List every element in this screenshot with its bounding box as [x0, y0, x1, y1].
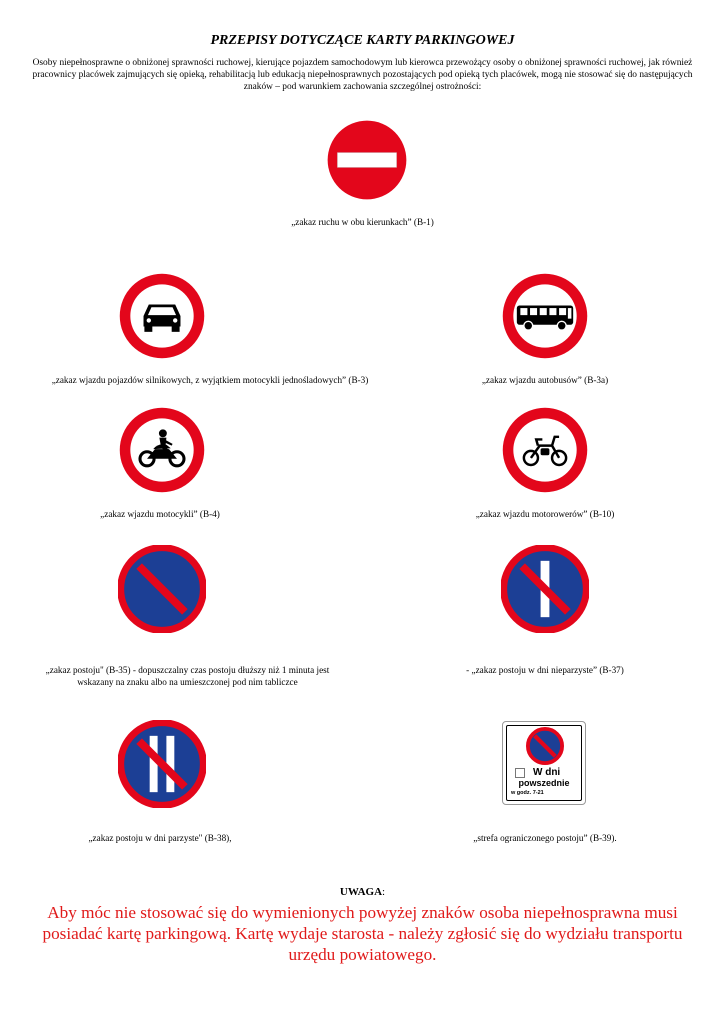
sign-b3a-no-buses: [501, 272, 589, 360]
caption-b37: - „zakaz postoju w dni nieparzyste” (B-37): [466, 665, 624, 675]
sign-b39-plate-line1: W dni: [533, 767, 561, 778]
sign-b38-no-parking-even-days: [118, 720, 206, 808]
sign-b39-plate-line3: w godz. 7-21: [511, 790, 544, 796]
sign-b37-no-parking-odd-days: [501, 545, 589, 633]
warning-label-text: UWAGA: [339, 886, 383, 898]
warning-label: [0, 886, 725, 898]
sign-b4-no-motorcycles: [118, 406, 206, 494]
caption-b39: „strefa ograniczonego postoju” (B-39).: [473, 833, 617, 843]
caption-b4: „zakaz wjazdu motocykli” (B-4): [100, 509, 220, 519]
caption-b10: „zakaz wjazdu motorowerów” (B-10): [475, 509, 615, 519]
caption-b35-line2: wskazany na znaku albo na umieszczonej pod nim tabliczce: [77, 677, 298, 687]
sign-b3-no-motor-vehicles: [118, 272, 206, 360]
warning-text: Aby móc nie stosować się do wymienionych powyżej znaków osoba niepełnosprawna musi posiadać kartę parkingową. Kartę wydaje starosta - należy zgłosić się do wydziału transportu urzędu powiatowego.: [42, 903, 683, 964]
sign-b39-limited-parking-zone: [502, 721, 586, 805]
sign-b10-no-mopeds: [501, 406, 589, 494]
caption-b35: [25, 664, 350, 688]
caption-b3a: „zakaz wjazdu autobusów” (B-3a): [481, 375, 609, 385]
sign-b39-no-parking-disc: [526, 727, 564, 765]
intro-paragraph: Osoby niepełnosprawne o obniżonej sprawności ruchowej, kierujące pojazdem samochodowym lub kierowca przewożący osoby o obniżonej sprawności ruchowej, jak również pracownicy placówek zajmujących się opieką, rehabilitacją lub edukacją niepełnosprawnych pozostających pod opieką tych placówek, mogą nie stosować się do następujących znaków – pod warunkiem zachowania szczególnej ostrożności:: [32, 58, 693, 92]
caption-b3: „zakaz wjazdu pojazdów silnikowych, z wyjątkiem motocykli jednośladowych” (B-3): [51, 375, 369, 385]
caption-b38: „zakaz postoju w dni parzyste" (B-38),: [88, 833, 232, 843]
page-title: PRZEPISY DOTYCZĄCE KARTY PARKINGOWEJ: [210, 33, 515, 48]
sign-b1-no-entry: [326, 119, 408, 201]
caption-b1: „zakaz ruchu w obu kierunkach” (B-1): [291, 217, 434, 227]
sign-b39-square-icon: [515, 768, 525, 778]
caption-b35-line1: „zakaz postoju" (B-35) - dopuszczalny czas postoju dłuższy niż 1 minuta jest: [45, 665, 330, 675]
sign-b39-plate-line2: powszednie: [518, 778, 570, 788]
warning-label-colon: :: [382, 886, 386, 898]
sign-b35-no-parking: [118, 545, 206, 633]
